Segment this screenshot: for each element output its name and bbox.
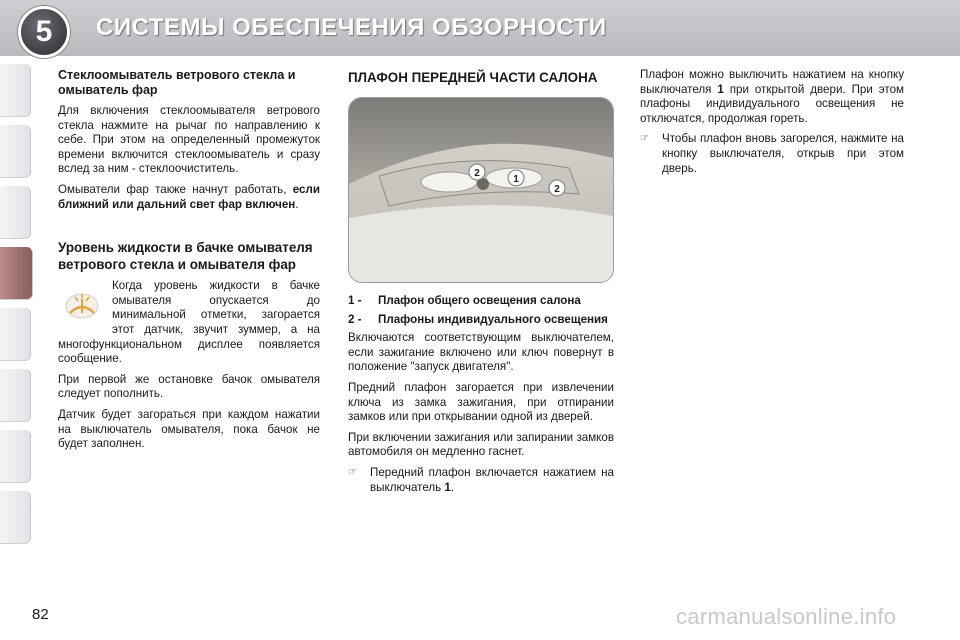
right-p1-bold: 1 <box>717 82 724 96</box>
wiper-paragraph-1: Для включения стеклоомывателя ветрового стекла нажмите на рычаг по направлению к себе. При этом на определенный промежуток времени включится стеклоомыватель и сразу вслед за ним - стеклоочиститель. <box>58 104 320 176</box>
wiper-p2-end: . <box>295 197 299 211</box>
right-bullet <box>640 132 904 176</box>
ceiling-light-paragraph-2: Предний плафон загорается при извлечении ключа из замка зажигания, при отпирании замков или при открывании одной из дверей. <box>348 380 614 424</box>
chapter-tab-8[interactable] <box>0 491 31 544</box>
photo-label-2-right <box>549 180 565 196</box>
wiper-p2-text: Омыватели фар также начнут работать, <box>58 182 293 196</box>
right-p1-text: Плафон можно выключить нажатием на кнопку выключателя <box>640 68 904 96</box>
photo-label-2-left <box>469 164 485 180</box>
washer-fluid-warning-icon <box>62 285 102 325</box>
right-column <box>640 68 904 176</box>
chapter-tab-7[interactable] <box>0 430 31 483</box>
photo-label-text-2b: 2 <box>554 184 560 195</box>
wiper-paragraph-2 <box>58 183 320 212</box>
pointing-hand-icon: ☞ <box>640 133 649 145</box>
watermark: carmanualsonline.info <box>676 604 897 629</box>
legend-item-2 <box>348 313 614 328</box>
legend-number: 2 - <box>348 312 362 326</box>
page-header <box>0 0 960 56</box>
right-bullet-text: Чтобы плафон вновь загорелся, нажмите на кнопку выключателя, открыв при этом дверь. <box>662 132 904 175</box>
middle-column <box>348 294 614 495</box>
chapter-tab-4-active[interactable] <box>0 247 33 300</box>
legend-text: Плафон общего освещения салона <box>378 294 581 307</box>
wiper-p2-bold: если ближний или дальний свет фар включен <box>58 182 320 211</box>
legend-number: 1 - <box>348 294 362 307</box>
legend-text: Плафоны индивидуального освещения <box>378 312 608 326</box>
chapter-badge: 5 <box>18 6 70 58</box>
left-column <box>58 68 320 458</box>
chapter-tab-6[interactable] <box>0 369 31 422</box>
chapter-tab-1[interactable] <box>0 64 31 117</box>
chapter-title: СИСТЕМЫ ОБЕСПЕЧЕНИЯ ОБЗОРНОСТИ <box>96 14 607 41</box>
bullet-text-main: Передний плафон включается нажатием на выключатель <box>370 465 614 494</box>
fluid-level-heading: Уровень жидкости в бачке омывателя ветрового стекла и омывателя фар <box>58 240 313 272</box>
pointing-hand-icon: ☞ <box>348 466 357 478</box>
ceiling-light-photo <box>348 97 614 283</box>
bullet-text <box>370 466 614 495</box>
bullet-text-bold: 1 <box>444 480 451 494</box>
chapter-tab-5[interactable] <box>0 308 31 361</box>
ceiling-light-paragraph-3: При включении зажигания или запирании замков автомобиля он медленно гаснет. <box>348 430 614 459</box>
fluid-level-paragraph-3: Датчик будет загораться при каждом нажатии на выключатель омывателя, пока бачок не будет заполнен. <box>58 407 320 451</box>
right-paragraph-1 <box>640 68 904 126</box>
ceiling-light-bullet <box>348 466 614 495</box>
ceiling-light-heading: ПЛАФОН ПЕРЕДНЕЙ ЧАСТИ САЛОНА <box>348 70 598 85</box>
photo-label-text-2a: 2 <box>474 168 480 179</box>
fluid-level-paragraph-2: При первой же остановке бачок омывателя следует пополнить. <box>58 372 320 401</box>
middle-column-heading-wrap <box>348 70 614 93</box>
chapter-tab-3[interactable] <box>0 186 31 239</box>
photo-label-text-1: 1 <box>513 174 519 185</box>
legend-item-1 <box>348 294 614 309</box>
wiper-heading: Стеклоомыватель ветрового стекла и омыватель фар <box>58 68 296 97</box>
chapter-tab-2[interactable] <box>0 125 31 178</box>
bullet-text-end: . <box>450 480 455 494</box>
photo-label-1 <box>508 170 524 186</box>
ceiling-light-illustration <box>349 98 613 282</box>
ceiling-light-paragraph-1: Включаются соответствующим выключателем, если зажигание включено или ключ повернут в положение "запуск двигателя". <box>348 331 614 374</box>
fluid-level-paragraph-1: Когда уровень жидкости в бачке омывателя опускается до минимальной отметки, загорается этот датчик, звучит зуммер, а на многофункциональном дисплее появляется сообщение. <box>58 279 320 366</box>
page-number: 82 <box>32 606 49 623</box>
right-p1-end: при открытой двери. При этом плафоны индивидуального освещения не отключатся, продолжая гореть. <box>640 82 905 125</box>
